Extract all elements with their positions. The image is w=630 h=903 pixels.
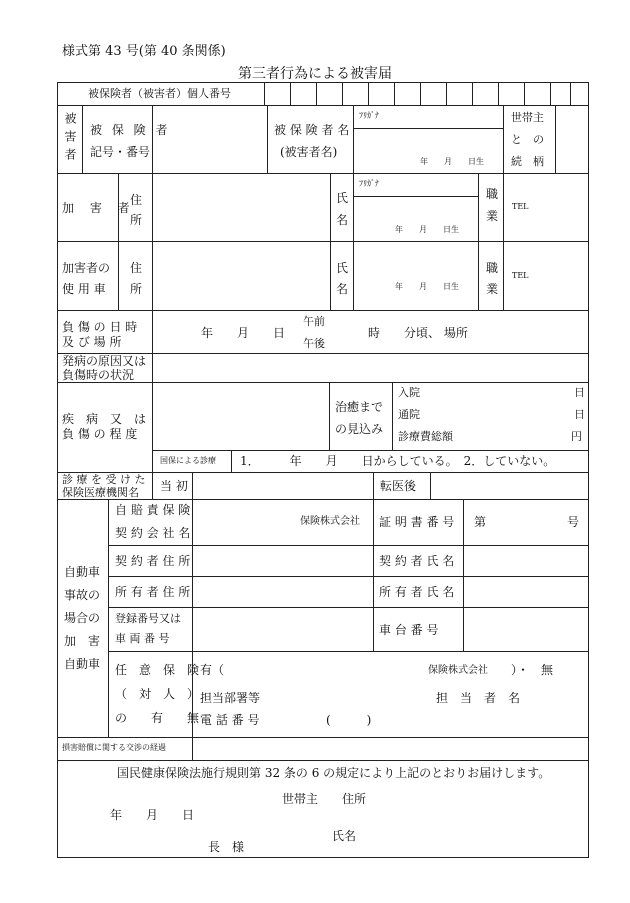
employer-name-input[interactable] [354,242,478,310]
department-label: 担当部署等 [200,691,261,705]
auto-side-label-2: 事故の [64,588,101,602]
employer-dob-label: 年 月 日生 [395,282,459,291]
employer-job-input[interactable] [504,242,587,310]
perpetrator-name-label-1: 氏 [336,191,349,205]
hospital-day-unit: 日 [574,386,585,399]
employer-label-2: 使 用 車 [62,282,106,296]
chassis-input[interactable] [464,608,587,651]
relationship-input[interactable] [556,106,587,173]
contractor-name-input[interactable] [464,546,587,576]
household-label-2: と の [511,133,544,146]
perpetrator-name-label-2: 名 [336,213,349,227]
cause-label-1: 発病の原因又は [62,354,147,368]
householder-address-label: 世帯主 住所 [282,792,367,806]
person-in-charge-label: 担 当 者 名 [436,691,521,705]
phone-area-code[interactable]: ( ) [326,713,372,727]
nhi-treatment-label: 国保による診療 [160,456,216,465]
outpatient-label: 通院 [398,408,420,421]
employer-job-label-1: 職 [486,261,499,275]
registration-input[interactable] [193,608,373,651]
employer-job-label-2: 業 [486,282,499,296]
cali-company-suffix: 保険株式会社 [300,516,360,527]
voluntary-no-option[interactable]: ）・ 無 [511,663,554,677]
injury-datetime-label-1: 負 傷 の 日 時 [62,320,138,334]
phone-label: 電 話 番 号 [200,713,260,727]
perpetrator-dob-label: 年 月 日生 [395,225,459,234]
auto-side-label-5: 自動車 [64,657,101,671]
transfer-label: 転医後 [380,479,417,493]
household-label-3: 続 柄 [511,155,544,168]
insured-name-input[interactable] [354,129,503,173]
voluntary-label-2: （ 対 人 ） [115,687,200,701]
voluntary-yes-option[interactable]: 有（ [200,663,225,677]
auto-side-label-4: 加 害 [64,634,101,648]
institution-label-1: 診 療 を 受 け た [62,473,146,486]
healing-label-1: 治癒まで [335,400,384,414]
voluntary-label-1: 任 意 保 険 [115,663,200,677]
cause-input[interactable] [153,354,587,382]
am-label: 午前 [303,315,325,328]
insured-name-label-2: (被害者名) [280,145,338,159]
contractor-address-label: 契 約 者 住 所 [115,554,191,568]
disease-label-2: 負 傷 の 程 度 [62,427,138,441]
householder-name-label: 氏名 [332,829,357,843]
institution-label-2: 保険医療機関名 [62,486,139,499]
cert-go-label: 号 [567,515,580,529]
chassis-label: 車 台 番 号 [379,623,439,637]
employer-address-label-2: 所 [130,282,143,296]
declaration-text: 国民健康保険法施行規則第 32 条の 6 の規定により上記のとおりお届けします。 [117,766,551,780]
initial-label: 当 初 [160,479,188,493]
hospital-label: 入院 [398,386,420,399]
employer-name-label-1: 氏 [336,261,349,275]
negotiation-label: 損害賠償に関する交渉の経過 [62,743,166,752]
outpatient-day-unit: 日 [574,408,585,421]
perpetrator-name-input[interactable] [354,197,478,241]
household-label-1: 世帯主 [511,111,544,124]
registration-label-1: 登録番号又は [115,612,181,625]
nhi-treatment-options[interactable]: 1． 年 月 日からしている。 2．していない。 [240,454,556,468]
auto-side-label-1: 自動車 [64,565,101,579]
cert-number-input[interactable] [464,500,587,545]
cali-label-2: 契 約 会 社 名 [115,526,191,540]
disease-input[interactable] [153,383,329,450]
perpetrator-label: 加 害 者 [62,201,136,215]
perpetrator-job-input[interactable] [504,174,587,241]
cause-label-2: 負傷時の状況 [62,368,135,382]
victim-side-label: 被害者 [63,112,77,166]
registration-label-2: 車 両 番 号 [115,632,170,645]
injury-date-text: 年 月 日 [201,326,286,340]
insured-name-label-1: 被 保 険 者 名 [274,123,350,137]
voluntary-company-suffix: 保険株式会社 [428,665,488,676]
victim-dob-label: 年 月 日生 [420,157,484,166]
employer-label-1: 加害者の [62,261,111,275]
pm-label: 午後 [303,337,325,350]
perpetrator-furigana-label: ﾌﾘｶﾞﾅ [359,179,379,188]
negotiation-input[interactable] [193,738,587,760]
employer-tel-label: TEL [512,271,529,280]
personal-number-label: 被保険者（被害者）個人番号 [88,87,231,100]
owner-name-label: 所 有 者 氏 名 [379,585,455,599]
cert-number-label: 証 明 書 番 号 [379,515,455,529]
initial-institution-input[interactable] [193,473,373,499]
injury-time-place-text: 時 分頃、 場所 [368,326,468,340]
insurance-number-label-2: 記号・番号 [90,145,151,159]
voluntary-label-3: の 有 無 [115,711,200,725]
employer-name-label-2: 名 [336,282,349,296]
declaration-date: 年 月 日 [110,808,195,822]
perpetrator-tel-label: TEL [512,202,529,211]
personal-number-input[interactable] [265,83,587,105]
perpetrator-job-label-2: 業 [486,209,499,223]
owner-address-label: 所 有 者 住 所 [115,585,191,599]
victim-furigana-label: ﾌﾘｶﾞﾅ [359,111,379,120]
disease-label-1: 疾 病 又 は [62,412,147,426]
cali-label-1: 自 賠 責 保 険 [115,503,191,517]
form-number: 様式第 43 号(第 40 条関係) [62,44,226,59]
employer-address-input[interactable] [153,242,330,310]
contractor-name-label: 契 約 者 氏 名 [379,554,455,568]
auto-side-label-3: 場合の [64,611,101,625]
mayor-addressee: 長 様 [208,840,245,854]
perpetrator-address-label-1: 住 [130,193,143,207]
injury-datetime-label-2: 及 び 場 所 [62,335,122,349]
perpetrator-address-label-2: 所 [130,213,143,227]
perpetrator-address-input[interactable] [153,174,330,241]
healing-label-2: の見込み [335,422,384,436]
yen-unit: 円 [571,430,582,443]
owner-name-input[interactable] [464,577,587,607]
transfer-institution-input[interactable] [431,473,587,499]
injury-datetime-input[interactable] [153,311,587,353]
perpetrator-job-label-1: 職 [486,187,499,201]
employer-address-label-1: 住 [130,261,143,275]
treatment-duration-input[interactable] [393,383,587,450]
cert-dai-label: 第 [474,515,487,529]
total-cost-label: 診療費総額 [398,430,453,443]
owner-address-input[interactable] [193,577,373,607]
contractor-address-input[interactable] [193,546,373,576]
insurance-number-input[interactable] [153,106,267,173]
form-title: 第三者行為による被害届 [238,66,392,82]
insurance-number-label-1: 被 保 険 者 [90,123,171,137]
